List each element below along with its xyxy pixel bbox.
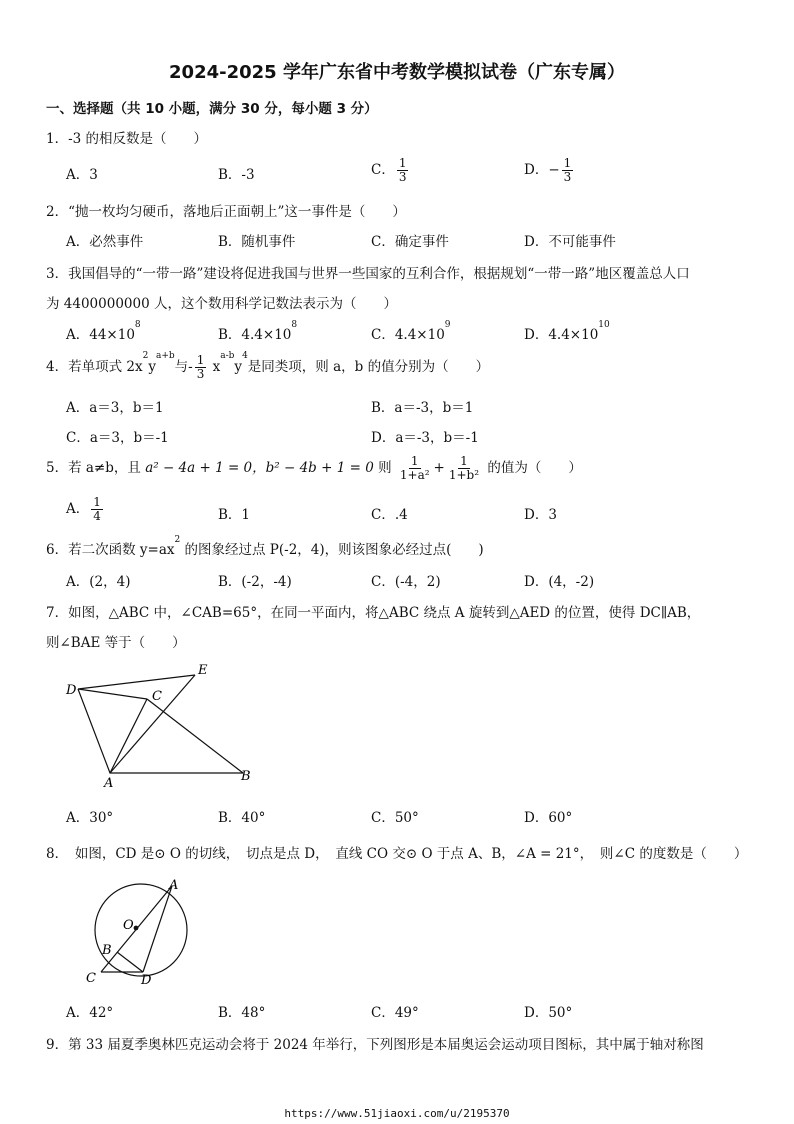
question-4-stem: 4．若单项式 $2x^2y^{a+b}$与- $\frac{1}{3}$ $x^{a-b}y^4$是同类项，则 a，b 的值分别为（ ） [46,351,490,381]
q4-option-b: B．a＝-3，b＝1 [371,400,474,416]
section-heading: 一、选择题（共 10 小题，满分 30 分，每小题 3 分） [46,101,378,117]
question-2-stem: 2．“抛一枚均匀硬币，落地后正面朝上”这一事件是（ ） [46,204,406,220]
label-b: B [241,769,251,784]
q2-option-b: B．随机事件 [218,234,296,250]
label-b: B [102,943,112,958]
question-8-stem: 8． 如图，CD 是⊙ O 的切线， 切点是点 D， 直线 CO 交⊙ O 于点 A、B，∠A = 21°， 则∠C 的度数是（ ） [46,846,748,862]
q3-option-d: D．$4.4\times 10^{10}$ [524,320,610,343]
question-9-stem: 9．第 33 届夏季奥林匹克运动会将于 2024 年举行，下列图形是本届奥运会运动项目图标，其中属于轴对称图 [46,1037,704,1053]
segment-dc [78,689,147,699]
q3-option-a: A．$44\times 10^8$ [66,320,141,343]
question-7-stem-line2: 则∠BAE 等于（ ） [46,635,186,651]
label-a: A [169,878,179,893]
q8-option-d: D．50° [524,1005,573,1021]
center-point [134,926,139,931]
segment-cb [147,699,243,773]
q2-option-c: C．确定事件 [371,234,449,250]
label-e: E [198,663,208,678]
label-a: A [104,776,114,790]
question-7-stem-line1: 7．如图，△ABC 中，∠CAB=65°，在同一平面内，将△ABC 绕点 A 旋转到△AED 的位置，使得 DC∥AB， [46,605,701,621]
q6-option-c: C．(-4，2) [371,574,441,590]
page-title: 2024-2025 学年广东省中考数学模拟试卷（广东专属） [169,62,625,83]
q1-option-d: D．− $\frac{1}{3}$ [524,156,572,184]
label-d: D [141,973,152,988]
label-c: C [152,689,162,704]
q4-option-d: D．a＝-3，b＝-1 [371,430,479,446]
label-c: C [86,971,96,986]
q8-option-c: C．49° [371,1005,419,1021]
q5-option-b: B．1 [218,507,251,523]
q7-option-a: A．30° [66,810,114,826]
q1-option-a: A．3 [66,167,98,183]
segment-bd [117,952,143,972]
q8-option-b: B．48° [218,1005,266,1021]
segment-ad [143,886,172,972]
label-o: O [123,918,134,933]
q5-option-d: D．3 [524,507,557,523]
label-d: D [66,683,77,698]
q3-option-c: C．$4.4\times 10^9$ [371,320,451,343]
q7-option-b: B．40° [218,810,266,826]
q6-option-b: B．(-2，-4) [218,574,292,590]
q7-option-c: C．50° [371,810,419,826]
question-3-stem-line2: 为 4400000000 人，这个数用科学记数法表示为（ ） [46,296,397,312]
segment-de [78,675,195,689]
q7-option-d: D．60° [524,810,573,826]
q5-option-c: C．.4 [371,507,408,523]
q3-option-b: B．$4.4\times 10^8$ [218,320,298,343]
q4-option-c: C．a＝3，b＝-1 [66,430,169,446]
q5-option-a: A． $\frac{1}{4}$ [66,495,101,523]
q2-option-d: D．不可能事件 [524,234,616,250]
q7-triangle-figure [60,660,270,790]
q4-option-a: A．a＝3，b＝1 [66,400,164,416]
q1-option-b: B．-3 [218,167,255,183]
q8-circle-figure [78,872,208,992]
q1-option-c: C． $\frac{1}{3}$ [371,156,407,184]
q2-option-a: A．必然事件 [66,234,144,250]
q8-option-a: A．42° [66,1005,114,1021]
question-1-stem: 1．-3 的相反数是（ ） [46,131,208,147]
question-6-stem: 6．若二次函数 $y=ax^2$ 的图象经过点 P(-2，4)，则该图象必经过点( ) [46,535,484,558]
question-3-stem-line1: 3．我国倡导的“一带一路”建设将促进我国与世界一些国家的互利合作，根据规划“一带一路”地区覆盖总人口 [46,266,690,282]
footer-url[interactable]: https://www.51jiaoxi.com/u/2195370 [284,1107,510,1120]
q6-option-d: D．(4，-2) [524,574,595,590]
question-5-stem: 5．若 a≠b，且 a² − 4a + 1 = 0，b² − 4b + 1 = 0 则 $\frac{1}{\text{1+a²}}$ + $\frac{1}{\text{1+b²}}$ 的值为（ ） [46,454,582,482]
q6-option-a: A．(2，4) [66,574,131,590]
